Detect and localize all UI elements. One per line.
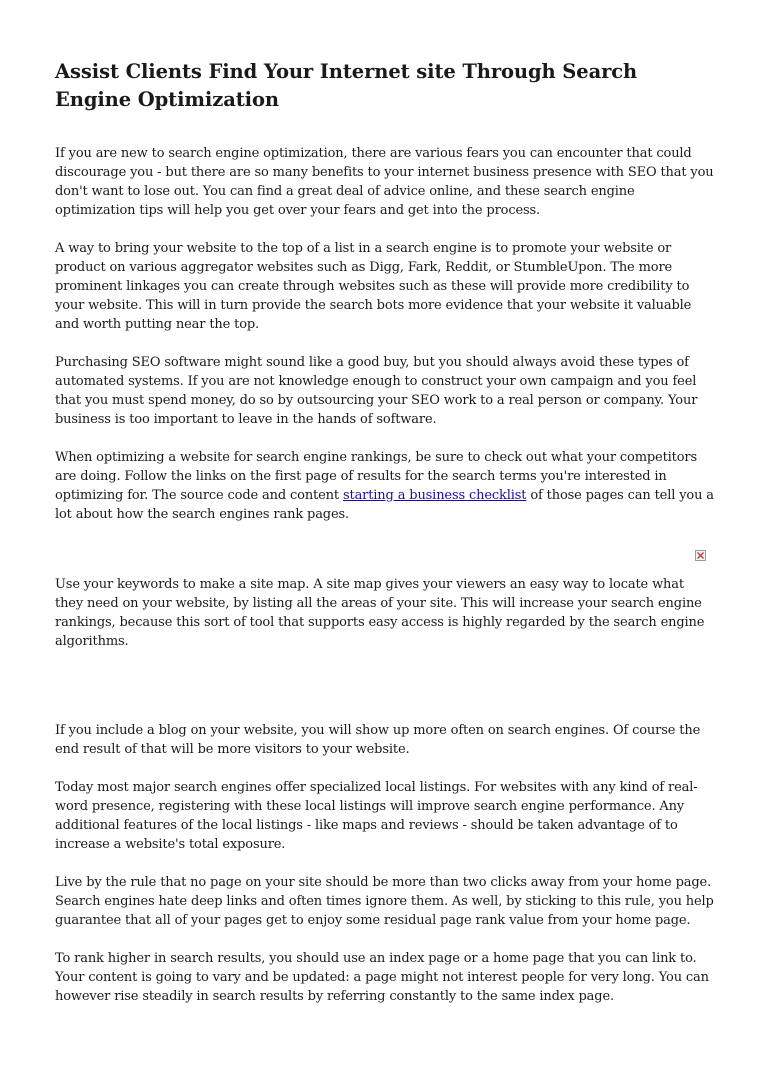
paragraph-site-map: Use your keywords to make a site map. A site map gives your viewers an easy way to locate what they need on your website, by listing all the areas of your site. This will increase your search engine rankings, because this sort of tool that supports easy access is highly regarded by the search engine algorithms. [55,577,705,649]
paragraph-aggregators: A way to bring your website to the top of a list in a search engine is to promote your website or product on various aggregator websites such as Digg, Fark, Reddit, or StumbleUpon. The more prominent linkages you can create through websites such as these will provide more credibility to your website. This will in turn provide the search bots more evidence that your website it valuable and worth putting near the top. [55,241,692,332]
page-title: Assist Clients Find Your Internet site Through Search Engine Optimization [55,60,638,111]
competitors-text-after: of those pages can tell you a lot about how the search engines rank pages. [55,488,714,522]
business-checklist-link[interactable]: starting a business checklist [342,488,527,503]
paragraph-two-clicks: Live by the rule that no page on your site should be more than two clicks away from your home page. Search engines hate deep links and often times ignore them. As well, by sticking to this rule, you help guarantee that all of your pages get to enjoy some residual page rank value from your home page. [55,875,714,928]
paragraph-blog: If you include a blog on your website, you will show up more often on search engines. Of course the end result of that will be more visitors to your website. [55,723,701,757]
paragraph-intro: If you are new to search engine optimization, there are various fears you can encounter that could discourage you - but there are so many benefits to your internet business presence with SEO that you don't want to lose out. You can find a great deal of advice online, and these search engine optimization tips will help you get over your fears and get into the process. [55,146,714,218]
paragraph-index-page: To rank higher in search results, you should use an index page or a home page that you can link to. Your content is going to vary and be updated: a page might not interest people for very long. You can however rise steadily in search results by referring constantly to the same index page. [55,951,709,1004]
competitors-text-before: When optimizing a website for search engine rankings, be sure to check out what your competitors are doing. Follow the links on the first page of results for the search terms you're interested in optimizing for. The source code and content [55,450,698,503]
image-placeholder-row [55,543,715,575]
broken-image-icon [695,550,706,561]
paragraph-competitors [55,448,715,524]
paragraph-local-listings: Today most major search engines offer specialized local listings. For websites with any kind of real-word presence, registering with these local listings will improve search engine performance. Any additional features of the local listings - like maps and reviews - should be taken advantage of to increase a website's total exposure. [55,780,698,852]
document-page [55,58,715,1025]
paragraph-seo-software: Purchasing SEO software might sound like a good buy, but you should always avoid these types of automated systems. If you are not knowledge enough to construct your own campaign and you feel that you must spend money, do so by outsourcing your SEO work to a real person or company. Your business is too important to leave in the hands of software. [55,355,698,427]
blank-spacer [55,670,715,721]
